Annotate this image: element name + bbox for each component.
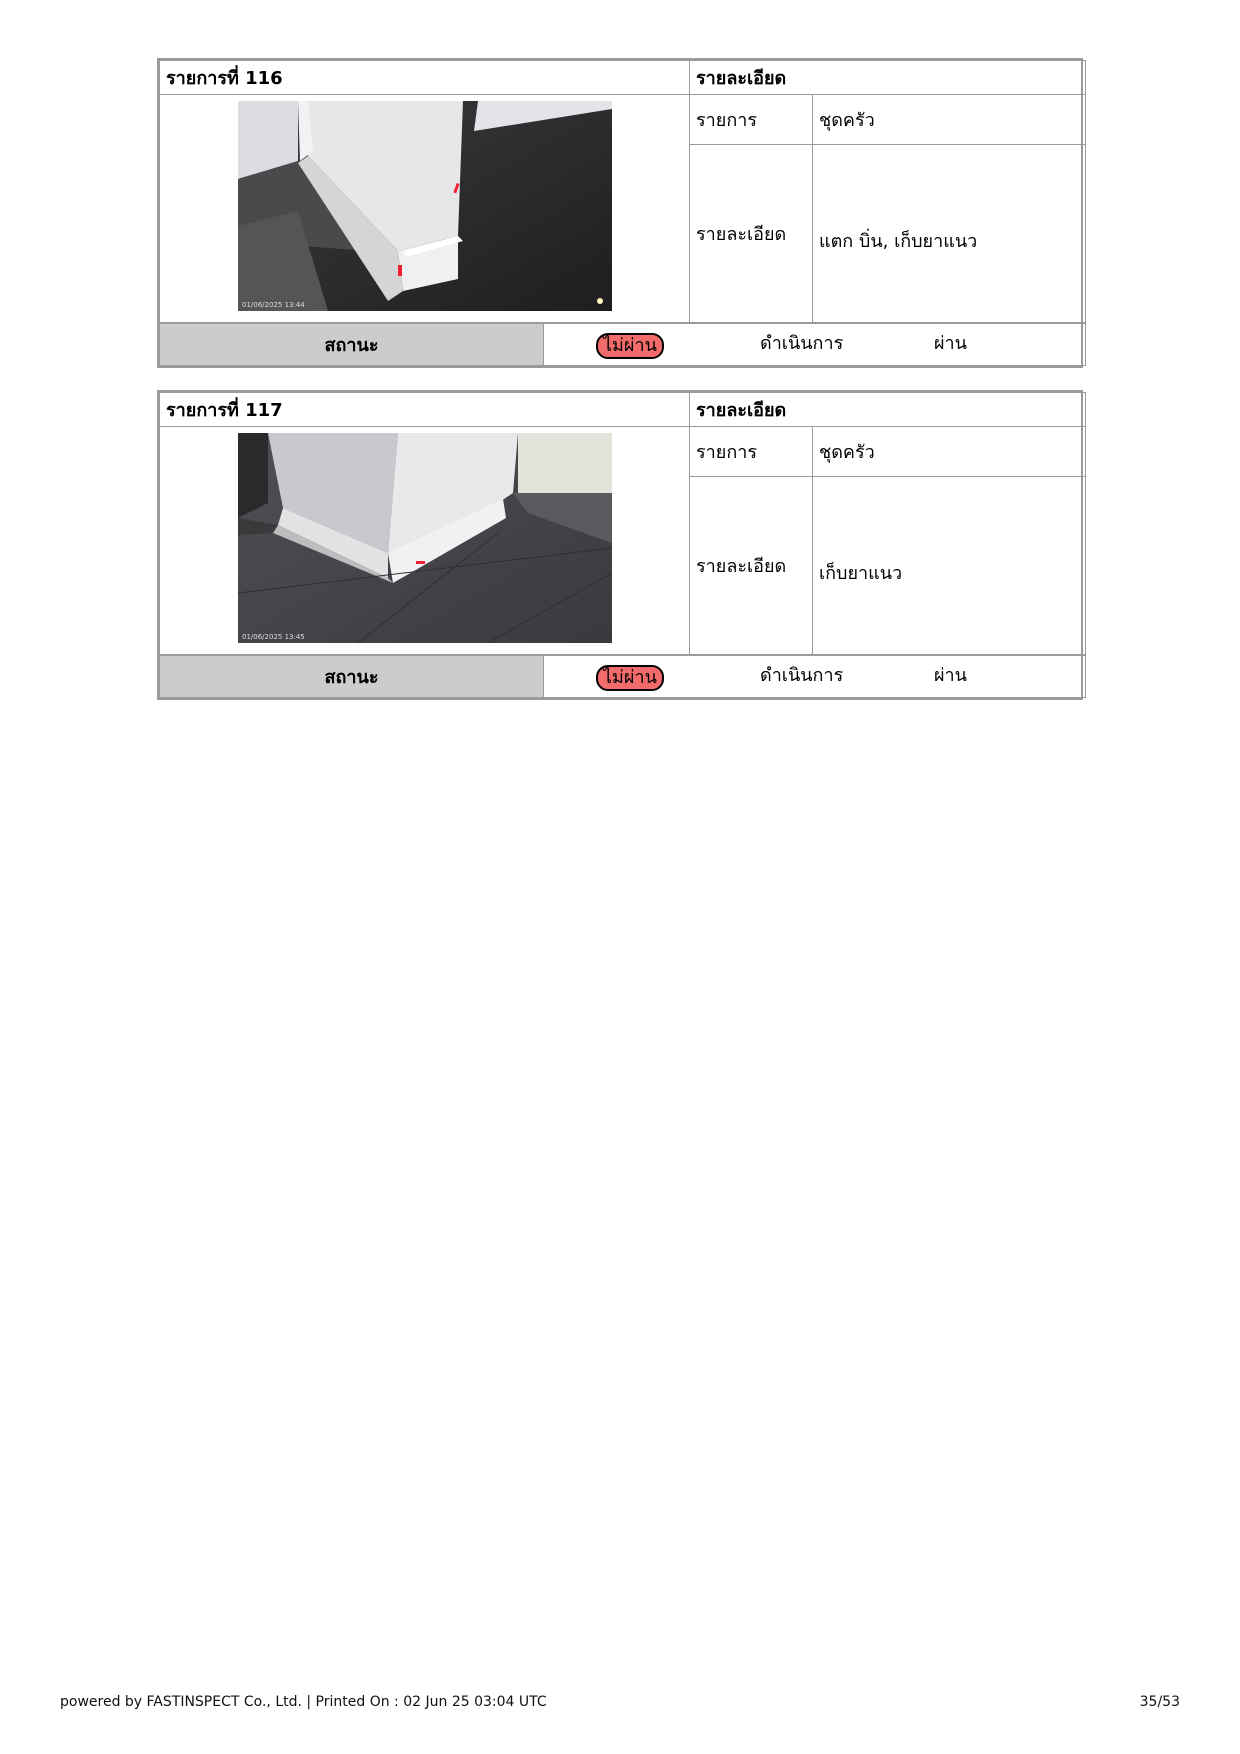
footer-powered-by: powered by FASTINSPECT Co., Ltd. | Printed On : 02 Jun 25 03:04 UTC bbox=[60, 1694, 547, 1710]
item-value: ชุดครัว bbox=[813, 95, 1086, 145]
item-value: ชุดครัว bbox=[813, 427, 1086, 477]
detail-value: แตก บิ่น, เก็บยาแนว bbox=[813, 145, 1086, 323]
status-options bbox=[544, 656, 1086, 698]
item-label: รายการ bbox=[690, 427, 813, 477]
status-passed[interactable]: ผ่าน bbox=[934, 665, 967, 686]
item-title: รายการที่ 116 bbox=[160, 61, 690, 95]
photo-cell bbox=[160, 427, 690, 655]
inspection-card-117 bbox=[157, 390, 1083, 700]
photo-timestamp: 01/06/2025 13:44 bbox=[241, 301, 305, 309]
status-failed-badge[interactable]: ไม่ผ่าน bbox=[596, 333, 664, 359]
photo-timestamp: 01/06/2025 13:45 bbox=[241, 633, 305, 641]
status-in-progress[interactable]: ดำเนินการ bbox=[760, 665, 844, 686]
page-number: 35/53 bbox=[1139, 1694, 1180, 1710]
photo-cell bbox=[160, 95, 690, 323]
status-options bbox=[544, 324, 1086, 366]
item-label: รายการ bbox=[690, 95, 813, 145]
status-passed[interactable]: ผ่าน bbox=[934, 333, 967, 354]
item-title: รายการที่ 117 bbox=[160, 393, 690, 427]
inspection-card-116 bbox=[157, 58, 1083, 368]
status-label: สถานะ bbox=[160, 324, 544, 366]
status-failed-badge[interactable]: ไม่ผ่าน bbox=[596, 665, 664, 691]
inspection-photo[interactable] bbox=[238, 101, 612, 311]
details-header: รายละเอียด bbox=[690, 393, 1086, 427]
detail-label: รายละเอียด bbox=[690, 477, 813, 655]
detail-value: เก็บยาแนว bbox=[813, 477, 1086, 655]
details-header: รายละเอียด bbox=[690, 61, 1086, 95]
status-in-progress[interactable]: ดำเนินการ bbox=[760, 333, 844, 354]
detail-label: รายละเอียด bbox=[690, 145, 813, 323]
status-label: สถานะ bbox=[160, 656, 544, 698]
inspection-photo[interactable] bbox=[238, 433, 612, 643]
